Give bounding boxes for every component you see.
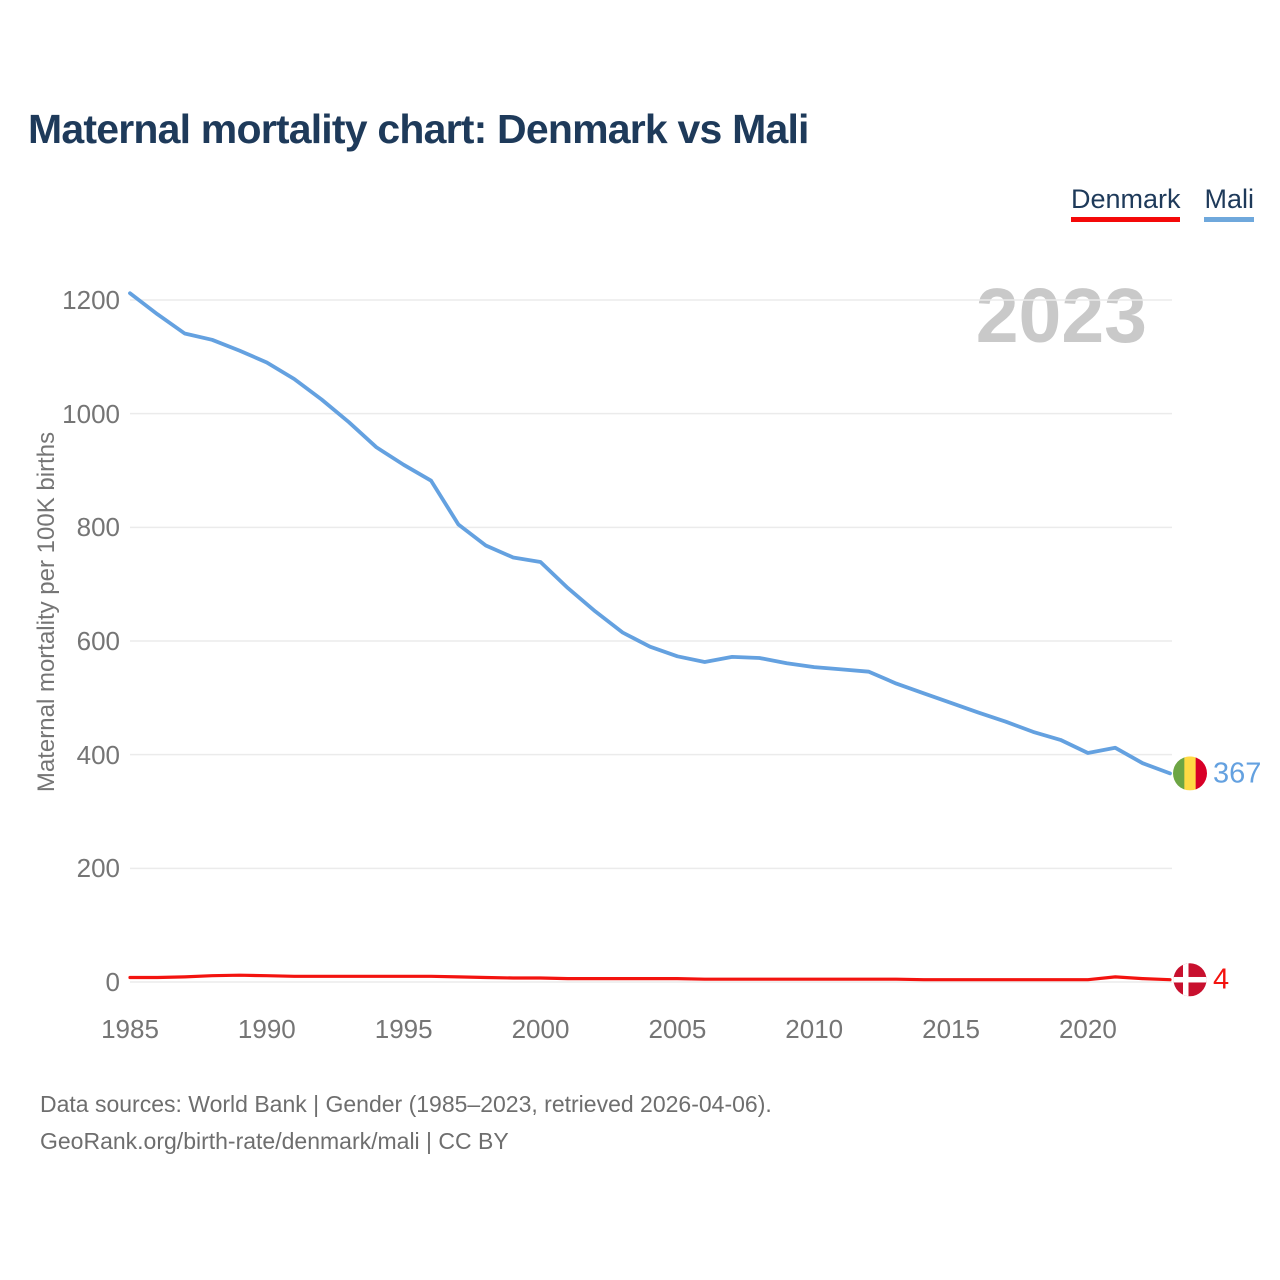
page-title: Maternal mortality chart: Denmark vs Mali — [28, 106, 809, 152]
y-axis-title: Maternal mortality per 100K births — [33, 431, 60, 793]
xtick-label-2015: 2015 — [922, 1014, 980, 1044]
xtick-label-1990: 1990 — [237, 1014, 296, 1044]
footer-attribution-line: GeoRank.org/birth-rate/denmark/mali | CC BY — [40, 1127, 509, 1154]
series-line-denmark — [130, 975, 1170, 980]
ytick-label-800: 800 — [76, 512, 120, 543]
end-value-label-denmark: 4 — [1213, 963, 1230, 996]
mali-flag-icon — [1173, 756, 1208, 790]
end-value-label-mali: 367 — [1213, 757, 1262, 790]
series-line-mali — [130, 293, 1170, 773]
xtick-label-2010: 2010 — [785, 1014, 844, 1044]
ytick-label-200: 200 — [76, 853, 120, 884]
ytick-label-1200: 1200 — [62, 285, 120, 315]
ytick-label-400: 400 — [76, 739, 120, 770]
xtick-label-1985: 1985 — [101, 1014, 159, 1044]
year-watermark: 2023 — [975, 273, 1147, 359]
xtick-label-1995: 1995 — [374, 1014, 433, 1044]
denmark-flag-icon — [1174, 963, 1207, 996]
legend-item-mali[interactable]: Mali — [1204, 183, 1254, 222]
legend-item-denmark[interactable]: Denmark — [1071, 183, 1181, 222]
ytick-label-0: 0 — [105, 967, 120, 997]
xtick-label-2000: 2000 — [511, 1014, 570, 1044]
xtick-label-2020: 2020 — [1058, 1014, 1117, 1044]
footer — [40, 1086, 772, 1159]
ytick-label-1000: 1000 — [62, 398, 120, 429]
footer-source-line: Data sources: World Bank | Gender (1985–2023, retrieved 2026-04-06). — [40, 1091, 772, 1117]
ytick-label-600: 600 — [76, 626, 120, 656]
xtick-label-2005: 2005 — [648, 1014, 707, 1044]
